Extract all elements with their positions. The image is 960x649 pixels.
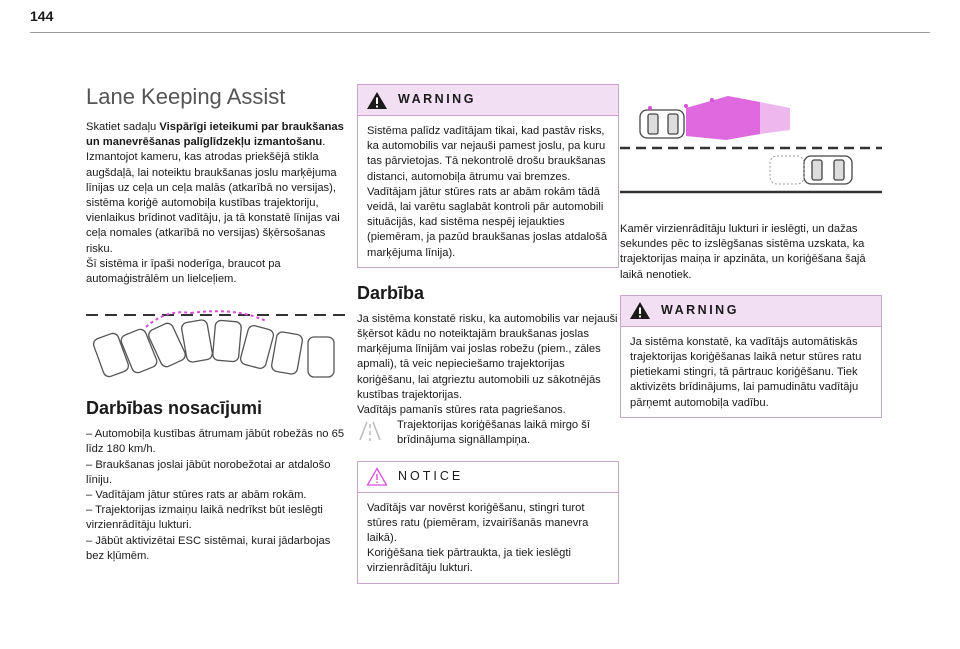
warning-header bbox=[621, 296, 881, 327]
page-number: 144 bbox=[30, 8, 54, 24]
page-title: Lane Keeping Assist bbox=[86, 84, 286, 109]
operation-text: Ja sistēma konstatē risku, ka automobilis var nejauši šķērsot kādu no noteiktajām braukšanas joslas marķējuma līnijām vai joslas robežu (piem., zāles apmali), tā veic nepieciešamo trajektorijas koriģēšanu, lai atgrieztu automobili uz sākotnējās kustības trajektorijas. bbox=[357, 312, 618, 401]
notice-box bbox=[357, 461, 619, 584]
column-2 bbox=[357, 84, 619, 584]
intro-end: . bbox=[322, 136, 326, 149]
conditions-list bbox=[86, 427, 348, 564]
conditions-heading: Darbības nosacījumi bbox=[86, 398, 263, 419]
turn-signal-illustration bbox=[620, 86, 882, 196]
notice-triangle-icon bbox=[366, 467, 388, 486]
column-3 bbox=[620, 84, 882, 418]
notice-text: Koriģēšana tiek pārtraukta, ja tiek ieslēgti virzienrādītāju lukturi. bbox=[367, 547, 571, 575]
list-item: – Braukšanas joslai jābūt norobežotai ar atdalošo līniju. bbox=[86, 458, 331, 486]
warning-text: Ja sistēma konstatē, ka vadītājs automātiskās trajektorijas koriģēšanas laikā netur stūres ratu pietiekami stingri, tā pārtrauc koriģēšanu. Tiek aktivizēts brīdinājums, lai pamudinātu vadītāju pārņemt automobiļa vadību. bbox=[630, 335, 862, 409]
lane-warning-lamp-icon bbox=[357, 420, 383, 442]
warning-triangle-icon bbox=[629, 301, 651, 320]
intro-paragraph bbox=[86, 120, 348, 150]
warning-label: WARNING bbox=[398, 92, 476, 107]
warning-label: WARNING bbox=[661, 303, 739, 318]
column-1 bbox=[86, 84, 348, 564]
list-item: – Jābūt aktivizētai ESC sistēmai, kurai jādarbojas bez kļūmēm. bbox=[86, 534, 331, 562]
turn-signal-text: Kamēr virzienrādītāju lukturi ir ieslēgti, un dažas sekundes pēc to izslēgšanas sistēma uzskata, ka trajektorijas maiņa ir apzināta, un koriģēšana šajā laikā nenotiek. bbox=[620, 223, 866, 281]
camera-paragraph: Izmantojot kameru, kas atrodas priekšējā stikla augšdaļā, lai noteiktu braukšanas joslu marķējuma līnijas uz ceļa un ceļa malās (atkarībā no versijas), sistēma koriģē automobiļa kustības trajektoriju, vienlaikus brīdinot vadītāju, ja tā konstatē līnijas vai ceļa nomales (atkarībā no versijas) šķērsošanas risku. bbox=[86, 151, 340, 255]
warning-box bbox=[357, 84, 619, 268]
lane-correction-illustration bbox=[86, 299, 348, 385]
header-rule bbox=[30, 32, 930, 33]
warning-text: Vadītājam jātur stūres rats ar abām rokām tādā veidā, lai varētu saglabāt kontroli pār automobili situācijās, kad sistēma nespēj iejaukties (piemēram, ja pazūd braukšanas joslas atdalošā marķējuma līnija). bbox=[367, 185, 608, 259]
list-item: – Vadītājam jātur stūres rats ar abām rokām. bbox=[86, 489, 307, 502]
indicator-text: Trajektorijas koriģēšanas laikā mirgo šī brīdinājuma signāllampiņa. bbox=[397, 419, 590, 447]
intro-reference: Vispārīgi ieteikumi par braukšanas un manevrēšanas palīglīdzekļu izmantošanu bbox=[86, 121, 344, 149]
operation-heading: Darbība bbox=[357, 282, 425, 303]
notice-text: Vadītājs var novērst koriģēšanu, stingri turot stūres ratu (piemēram, izvairīšanās manevra laikā). bbox=[367, 501, 589, 545]
warning-header bbox=[358, 85, 618, 116]
usage-paragraph: Šī sistēma ir īpaši noderīga, braucot pa automaģistrālēm un lielceļiem. bbox=[86, 257, 281, 286]
warning-text: Sistēma palīdz vadītājam tikai, kad pastāv risks, ka automobilis var nejauši pamest joslu, pa kuru tas pārvietojas. Tā nekontrolē drošu braukšanas distanci, automobiļa ātrumu vai bremzes. bbox=[367, 125, 606, 183]
warning-triangle-icon bbox=[366, 91, 388, 110]
intro-text: Skatiet sadaļu bbox=[86, 121, 160, 133]
notice-header bbox=[358, 462, 618, 493]
list-item: – Trajektorijas izmaiņu laikā nedrīkst būt ieslēgti virzienrādītāju lukturi. bbox=[86, 504, 323, 532]
indicator-note bbox=[357, 418, 619, 448]
list-item: – Automobiļa kustības ātrumam jābūt robežās no 65 līdz 180 km/h. bbox=[86, 428, 345, 456]
warning-box-2 bbox=[620, 295, 882, 418]
notice-label: NOTICE bbox=[398, 469, 464, 484]
operation-text: Vadītājs pamanīs stūres rata pagriešanos. bbox=[357, 404, 566, 417]
